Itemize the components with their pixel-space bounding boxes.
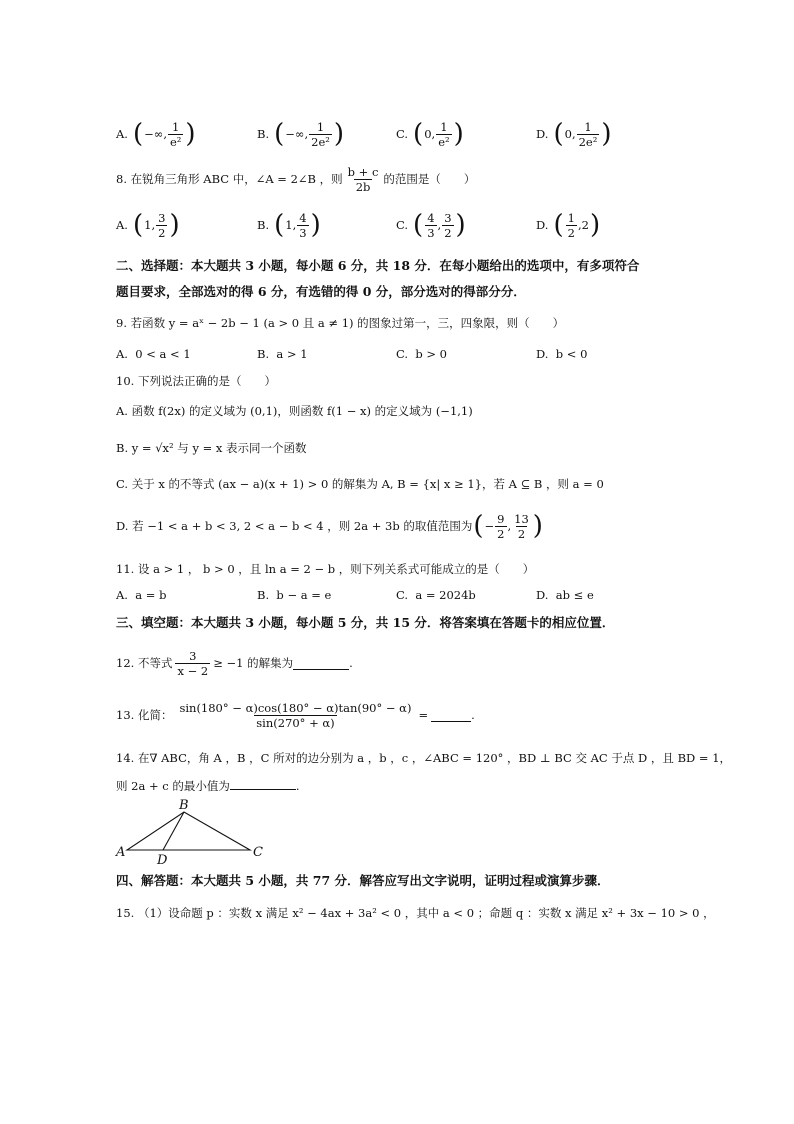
q15-stem: 15. （1）设命题 p ：实数 x 满足 x² − 4ax + 3a² < 0 ，其中 a < 0 ；命题 q ：实数 x 满足 x² + 3x − 10 > 0 ，	[116, 906, 715, 920]
q7-option-a: A. ( −∞, $\frac{1}{\text{e²}}$ )	[116, 119, 196, 149]
q10-option-d: D. 若 −1 < a + b < 3, 2 < a − b < 4 ，则 2a + 3b 的取值范围为 ( − $\frac{9}{2}$ , $\frac{13}{2}$ )	[116, 511, 543, 541]
vertex-label-d: D	[157, 853, 168, 865]
q10-option-a: A. 函数 f(2x) 的定义域为 (0,1)，则函数 f(1 − x) 的定义域为 (−1,1)	[116, 404, 473, 418]
q14-stem-line2: 则 2a + c 的最小值为 .	[116, 779, 300, 793]
q9-option-a: A. 0 < a < 1	[116, 347, 191, 361]
q14-triangle-figure	[112, 795, 272, 865]
q8-option-a: A. ( 1, $\frac{3}{2}$ )	[116, 210, 180, 240]
q7-option-d: D. ( 0, $\frac{1}{\text{2e²}}$ )	[536, 119, 612, 149]
q7-option-b: B. ( −∞, $\frac{1}{\text{2e²}}$ )	[257, 119, 345, 149]
q11-stem: 11. 设 a > 1 ， b > 0 ，且 ln a = 2 − b ，则下列关系式可能成立的是（ ）	[116, 562, 535, 576]
q8-option-d: D. ( $\frac{1}{2}$ ,2 )	[536, 210, 601, 240]
q9-stem: 9. 若函数 y = aˣ − 2b − 1 (a > 0 且 a ≠ 1) 的图象过第一，三，四象限，则（ ）	[116, 316, 565, 330]
section-4-heading: 四、解答题：本大题共 5 小题，共 77 分．解答应写出文字说明，证明过程或演算步骤．	[116, 873, 610, 888]
q8-stem: 8. 在锐角三角形 ABC 中，∠A = 2∠B ，则 $\frac{b + c}{2b}$ 的范围是（ ）	[116, 164, 476, 194]
q11-option-c: C. a = 2024b	[396, 588, 476, 602]
q11-option-b: B. b − a = e	[257, 588, 332, 602]
segment-bd	[163, 812, 184, 850]
q11-option-d: D. ab ≤ e	[536, 588, 594, 602]
q8-option-c: C. ( $\frac{4}{3}$ , $\frac{3}{2}$ )	[396, 210, 466, 240]
q9-option-b: B. a > 1	[257, 347, 308, 361]
q8-option-b: B. ( 1, $\frac{4}{3}$ )	[257, 210, 321, 240]
q7-options	[116, 114, 756, 154]
q14-stem-line1: 14. 在∇ ABC，角 A ，B ，C 所对的边分别为 a ，b ，c ，∠ABC = 120° ，BD ⊥ BC 交 AC 于点 D ，且 BD = 1，	[116, 751, 732, 765]
q9-option-c: C. b > 0	[396, 347, 447, 361]
section-2-heading-line2: 题目要求，全部选对的得 6 分，有选错的得 0 分，部分选对的得部分分．	[116, 284, 526, 299]
q7-option-c: C. ( 0, $\frac{1}{\text{e²}}$ )	[396, 119, 464, 149]
q10-option-b: B. y = √x² 与 y = x 表示同一个函数	[116, 441, 307, 455]
q11-option-a: A. a = b	[116, 588, 167, 602]
vertex-label-c: C	[253, 845, 263, 860]
q10-option-c: C. 关于 x 的不等式 (ax − a)(x + 1) > 0 的解集为 A, B = {x| x ≥ 1}，若 A ⊆ B ，则 a = 0	[116, 477, 604, 491]
q8-options	[116, 205, 756, 245]
q13-stem: 13. 化简： $\frac{\sin(180^\circ - \alpha)\cos(180^\circ - \alpha)\tan(90^\circ - \alpha)}{\sin(270^\circ + \alpha)}$ = .	[116, 700, 475, 730]
q12-answer-blank	[293, 657, 349, 670]
triangle-abc	[127, 812, 250, 850]
q9-option-d: D. b < 0	[536, 347, 588, 361]
section-3-heading: 三、填空题：本大题共 3 小题，每小题 5 分，共 15 分．将答案填在答题卡的相应位置．	[116, 615, 615, 630]
vertex-label-a: A	[116, 845, 126, 860]
vertex-label-b: B	[179, 798, 189, 813]
section-2-heading-line1: 二、选择题：本大题共 3 小题，每小题 6 分，共 18 分．在每小题给出的选项中，有多项符合	[116, 258, 640, 273]
q13-answer-blank	[431, 709, 471, 722]
q12-stem: 12. 不等式 $\frac{3}{x - 2}$ ≥ −1 的解集为 .	[116, 648, 353, 678]
q14-answer-blank	[230, 777, 296, 790]
q10-stem: 10. 下列说法正确的是（ ）	[116, 374, 276, 388]
